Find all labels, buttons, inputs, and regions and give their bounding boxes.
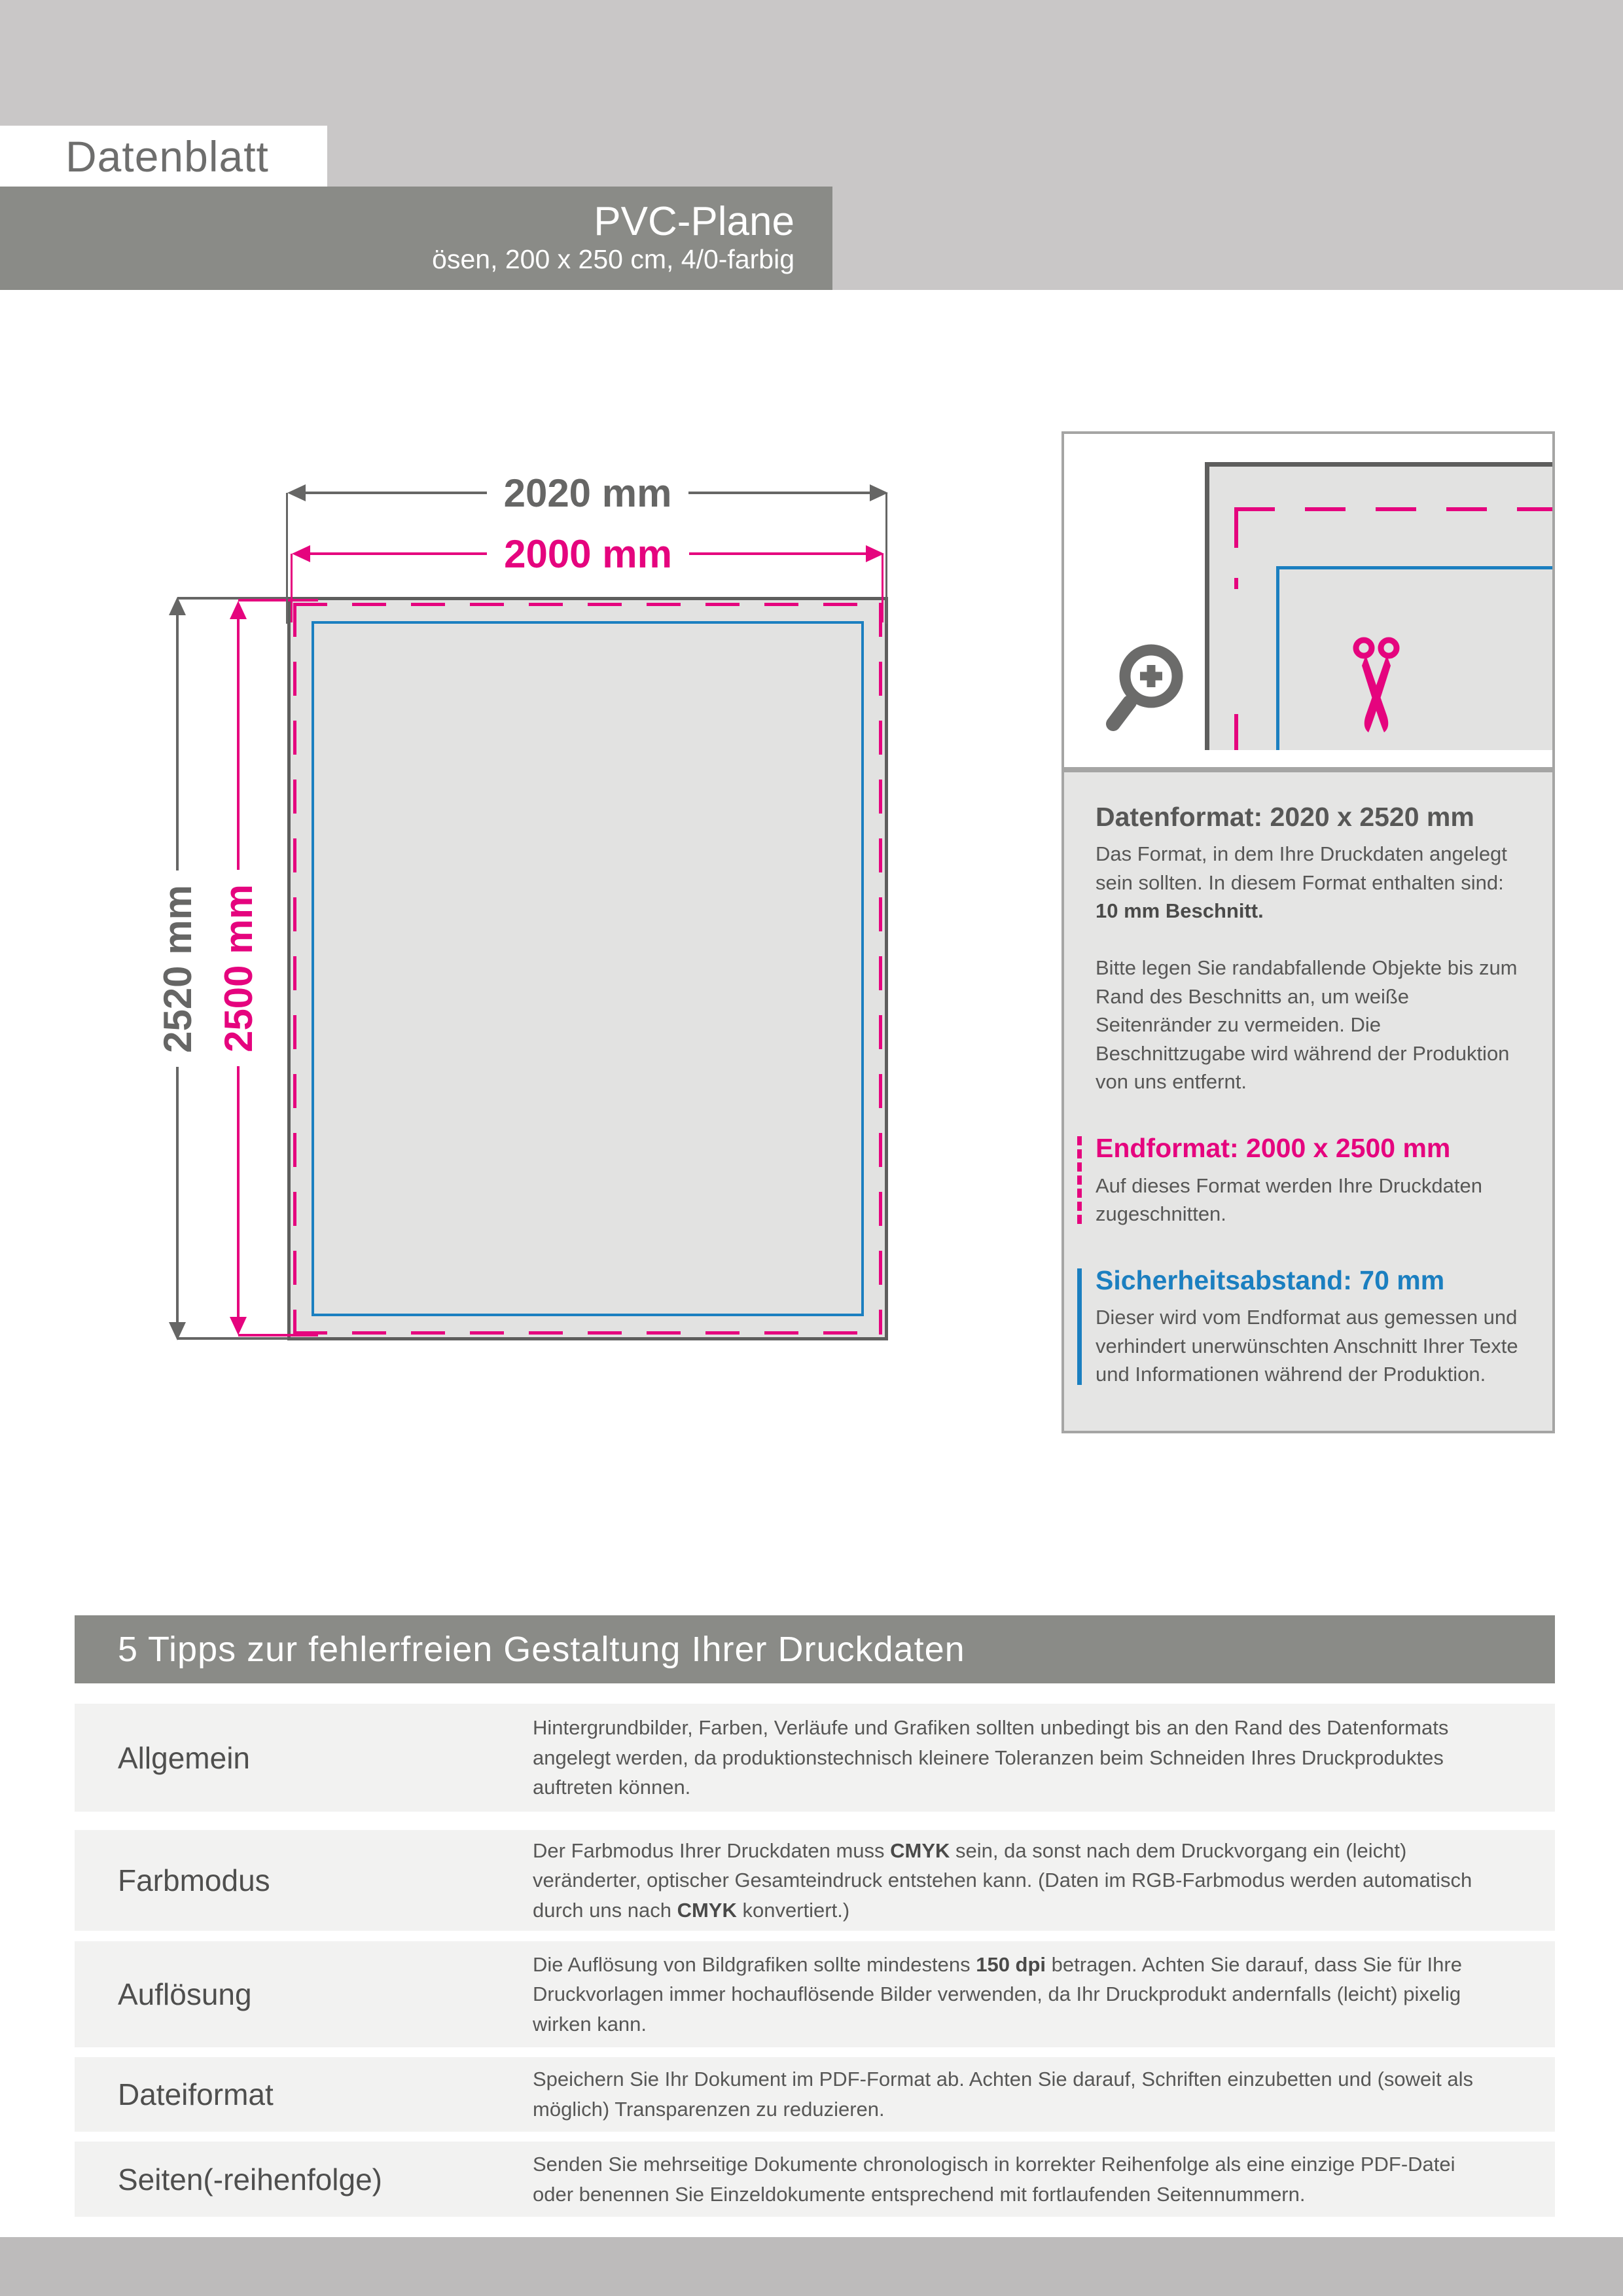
product-title-bar xyxy=(0,187,832,290)
tip-row-seitenreihenfolge xyxy=(75,2142,1555,2217)
tip-text: Senden Sie mehrseitige Dokumente chronologisch in korrekter Reihenfolge als eine einzige PDF-Datei oder benennen Sie Einzeldokumente entsprechend mit fortlaufenden Seitennummern. xyxy=(533,2152,1455,2206)
scissors-icon xyxy=(1353,637,1400,742)
tip-label: Auflösung xyxy=(118,1977,252,2011)
mini-format-corner xyxy=(1205,462,1552,750)
tip-label: Farbmodus xyxy=(118,1863,270,1897)
mini-safety-line-v xyxy=(1276,566,1279,750)
tip-text: Der Farbmodus Ihrer Druckdaten muss CMYK sein, da sonst nach dem Druckvorgang ein (leicht) veränderter, optischer Gesamteindruck entstehen kann. (Daten im RGB-Farbmodus werden automatisch durch uns nach CMYK konvertiert.) xyxy=(533,1839,1472,1922)
ext-line xyxy=(238,1334,318,1336)
dim-inner-width xyxy=(292,531,884,576)
tip-label: Dateiformat xyxy=(118,2077,274,2111)
ext-line xyxy=(885,493,887,624)
mini-cut-line-h xyxy=(1234,507,1552,511)
tip-row-allgemein xyxy=(75,1704,1555,1812)
ext-line xyxy=(177,1337,287,1340)
cut-line-right xyxy=(879,603,882,1335)
tip-row-farbmodus xyxy=(75,1830,1555,1931)
endformat-heading: Endformat: 2000 x 2500 mm xyxy=(1096,1133,1451,1164)
sheet-label: Datenblatt xyxy=(65,132,269,181)
data-format-rect xyxy=(287,597,888,1340)
ext-line xyxy=(286,493,288,624)
arrow-left-icon xyxy=(292,545,310,562)
tip-label: Allgemein xyxy=(118,1740,250,1775)
endformat-section xyxy=(1096,1132,1529,1228)
sicherheitsabstand-section xyxy=(1096,1265,1529,1388)
mini-cut-line-v xyxy=(1234,714,1238,750)
datenformat-paragraph-1: Das Format, in dem Ihre Druckdaten angelegt sein sollten. In diesem Format enthalten sind: 10 mm Beschnitt. xyxy=(1096,842,1507,922)
cut-line-bottom xyxy=(293,1331,882,1335)
sheet-label-box xyxy=(0,126,327,187)
footer-band xyxy=(0,2237,1623,2296)
safety-margin-rect xyxy=(312,621,864,1316)
sicherheitsabstand-paragraph: Dieser wird vom Endformat aus gemessen und verhindert unerwünschten Anschnitt Ihrer Texte und Informationen während der Produktion. xyxy=(1096,1306,1518,1386)
tip-text: Speichern Sie Ihr Dokument im PDF-Format ab. Achten Sie darauf, Schriften einzubetten und (soweit als möglich) Transparenzen zu reduzieren. xyxy=(533,2068,1474,2121)
arrow-left-icon xyxy=(287,484,306,501)
ext-line xyxy=(291,554,293,622)
sicherheitsabstand-marker-bar xyxy=(1077,1268,1082,1384)
dim-outer-width xyxy=(287,471,888,515)
ext-line xyxy=(238,599,318,601)
cut-line-top xyxy=(293,603,882,606)
tips-header-bar xyxy=(75,1615,1555,1683)
tip-text: Die Auflösung von Bildgrafiken sollte mindestens 150 dpi betragen. Achten Sie darauf, dass Sie für Ihre Druckvorlagen immer hochauflösende Bilder verwenden, da Ihr Druckprodukt andernfalls (leicht) pixelig wirken kann. xyxy=(533,1952,1462,2036)
product-title: PVC-Plane xyxy=(594,198,794,244)
tip-text: Hintergrundbilder, Farben, Verläufe und Grafiken sollten unbedingt bis an den Rand des Datenformats angelegt werden, da produktionstechnisch kleinere Toleranzen beim Schneiden Ihres Druckproduktes auftreten können. xyxy=(533,1716,1449,1799)
arrow-up-icon xyxy=(230,601,247,619)
dim-outer-height-label: 2520 mm xyxy=(155,884,200,1053)
mini-safety-line-h xyxy=(1276,566,1552,569)
datenformat-paragraph-2: Bitte legen Sie randabfallende Objekte bis zum Rand des Beschnitts an, um weiße Seitenränder zu vermeiden. Die Beschnittzugabe wird während der Produktion von uns entfernt. xyxy=(1096,956,1518,1093)
dim-inner-height xyxy=(216,601,260,1335)
arrow-down-icon xyxy=(230,1317,247,1335)
mini-cut-line-v xyxy=(1234,507,1238,589)
format-info-panel xyxy=(1061,770,1555,1433)
tip-row-aufloesung xyxy=(75,1941,1555,2047)
endformat-paragraph: Auf dieses Format werden Ihre Druckdaten zugeschnitten. xyxy=(1096,1174,1482,1225)
tips-title: 5 Tipps zur fehlerfreien Gestaltung Ihrer Druckdaten xyxy=(118,1630,965,1669)
dim-outer-height xyxy=(155,597,200,1340)
endformat-marker-bar xyxy=(1077,1136,1082,1224)
tip-row-dateiformat xyxy=(75,2057,1555,2132)
dim-inner-width-label: 2000 mm xyxy=(504,531,672,576)
ext-line xyxy=(882,554,883,622)
magnifier-zoom-icon xyxy=(1100,640,1192,738)
dim-inner-height-label: 2500 mm xyxy=(216,884,260,1052)
arrow-up-icon xyxy=(169,597,186,615)
dim-outer-width-label: 2020 mm xyxy=(503,471,672,515)
product-subtitle: ösen, 200 x 250 cm, 4/0-farbig xyxy=(432,243,794,274)
tip-label: Seiten(-reihenfolge) xyxy=(118,2162,383,2197)
sicherheitsabstand-heading: Sicherheitsabstand: 70 mm xyxy=(1096,1265,1445,1296)
cut-line-left xyxy=(293,603,296,1335)
datenformat-heading: Datenformat: 2020 x 2520 mm xyxy=(1096,802,1474,832)
zoom-detail-box xyxy=(1061,431,1555,770)
